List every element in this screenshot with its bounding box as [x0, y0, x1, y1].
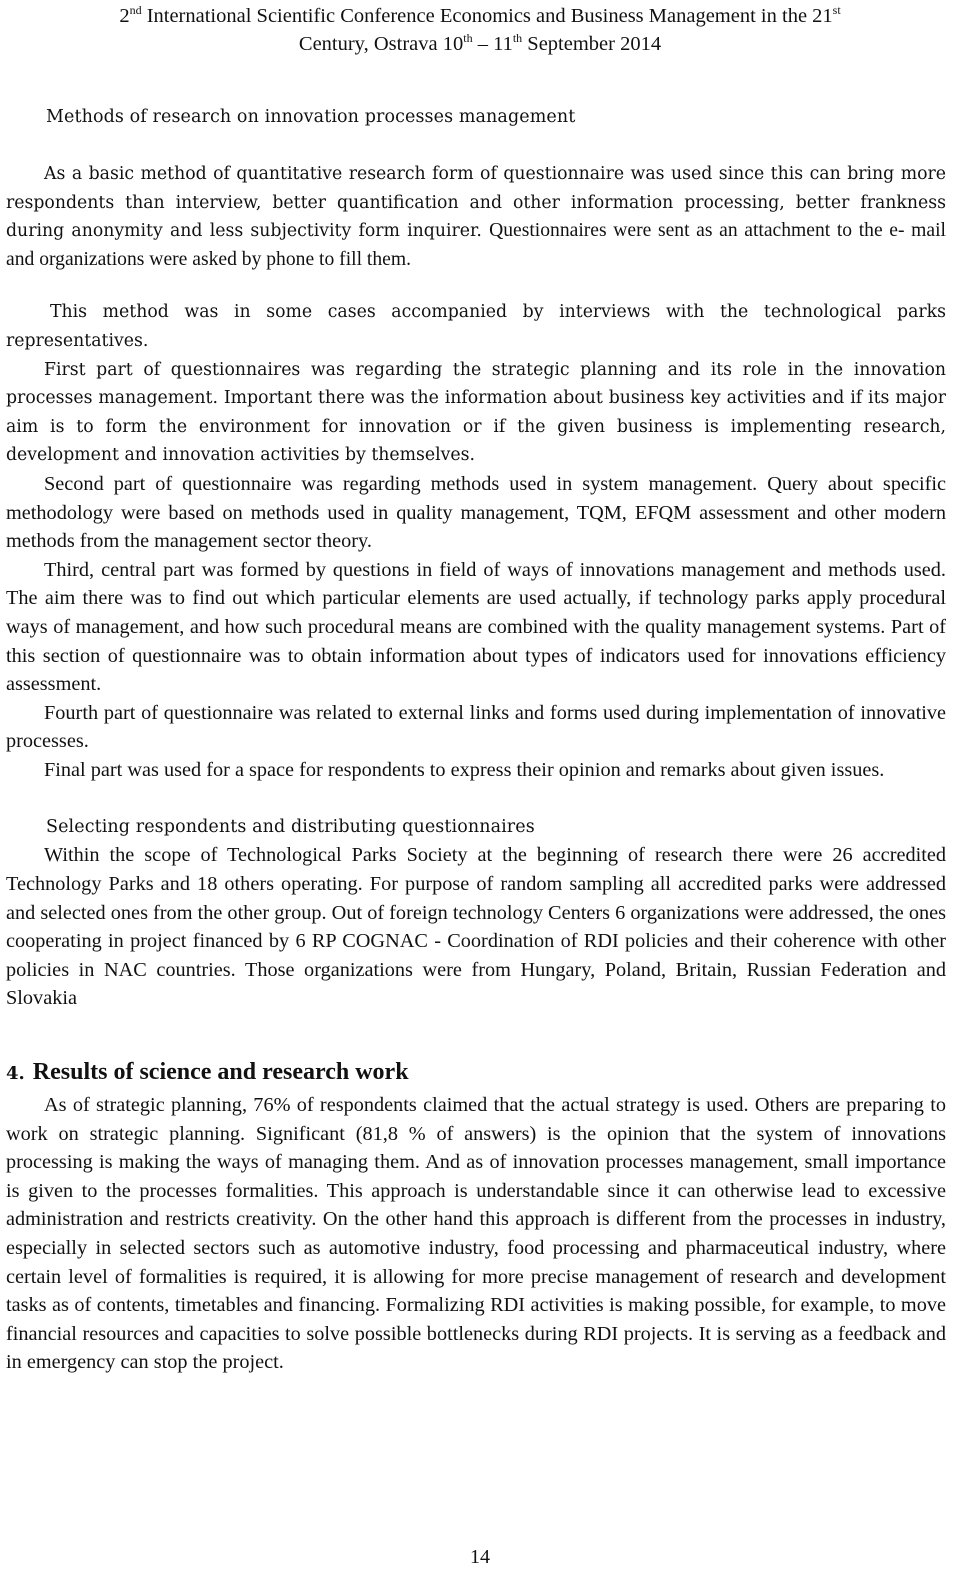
paragraph: Second part of questionnaire was regarding methods used in system management. Query about specific methodology were based on methods used in quality management, TQM, EFQM assessment and other modern methods from the management sector theory. — [6, 472, 946, 553]
paragraph: As of strategic planning, 76% of respondents claimed that the actual strategy is used. Others are preparing to work on strategic planning. Significant (81,8 % of answers) is the opinion that the system of innovations processing is making the ways of managing them. And as of innovation processes management, small importance is given to the processes formalities. This approach is understandable since it can otherwise lead to excessive administration and restricts creativity. On the other hand this approach is different from the processes in industry, especially in selected sectors such as automotive industry, food processing and pharmaceutical industry, where certain level of formalities is required, it is allowing for more precise management of research and development tasks as of contents, timetables and financing. Formalizing RDI activities is making possible, for example, to move financial resources and capacities to solve possible bottlenecks during RDI projects. It is serving as a feedback and in emergency can stop the project. — [6, 1094, 946, 1374]
page-body — [6, 103, 946, 1377]
section-heading-results: 4. Results of science and research work — [6, 1059, 409, 1086]
subsection-title-methods: Methods of research on innovation processes management — [46, 107, 576, 127]
paragraph: Fourth part of questionnaire was related to external links and forms used during implementation of innovative processes. — [6, 701, 946, 753]
subsection-title-selecting: Selecting respondents and distributing questionnaires — [46, 817, 535, 838]
paragraph: As a basic method of quantitative research form of questionnaire was used since this can bring more respondents than interview, better quantification and other information processing, better frankness during anonymity and less subjectivity form inquirer. Questionnaires were sent as an attachment to the e- mail and organizations were asked by phone to fill them. — [6, 164, 946, 270]
paragraph: Within the scope of Technological Parks Society at the beginning of research there were 26 accredited Technology Parks and 18 others operating. For purpose of random sampling all accredited parks were addressed and selected ones from the other group. Out of foreign technology Centers 6 organizations were addressed, the ones cooperating in project financed by 6 RP COGNAC - Coordination of RDI policies and their coherence with other policies in NAC countries. Those organizations were from Hungary, Poland, Britain, Russian Federation and Slovakia — [6, 844, 946, 1010]
paragraph: This method was in some cases accompanied by interviews with the technological parks representatives. — [6, 302, 946, 351]
header-line-2: Century, Ostrava 10th – 11th September 2014 — [298, 31, 662, 55]
header-line-1: 2nd International Scientific Conference Economics and Business Management in the 21st — [119, 3, 841, 27]
page-number: 14 — [470, 1546, 490, 1568]
paragraph: Final part was used for a space for respondents to express their opinion and remarks about given issues. — [44, 758, 885, 781]
paragraph: Third, central part was formed by questions in field of ways of innovations management and methods used. The aim there was to find out which particular elements are used actually, if technology parks apply procedural ways of management, and how such procedural means are combined with the quality management systems. Part of this section of questionnaire was to obtain information about types of indicators used for innovations efficiency assessment. — [6, 558, 946, 696]
running-header — [0, 2, 960, 58]
paragraph: First part of questionnaires was regarding the strategic planning and its role in the innovation processes management. Important there was the information about business key activities and if its major aim is to form the environment for innovation or if the given business is implementing research, development and innovation activities by themselves. — [6, 359, 946, 466]
